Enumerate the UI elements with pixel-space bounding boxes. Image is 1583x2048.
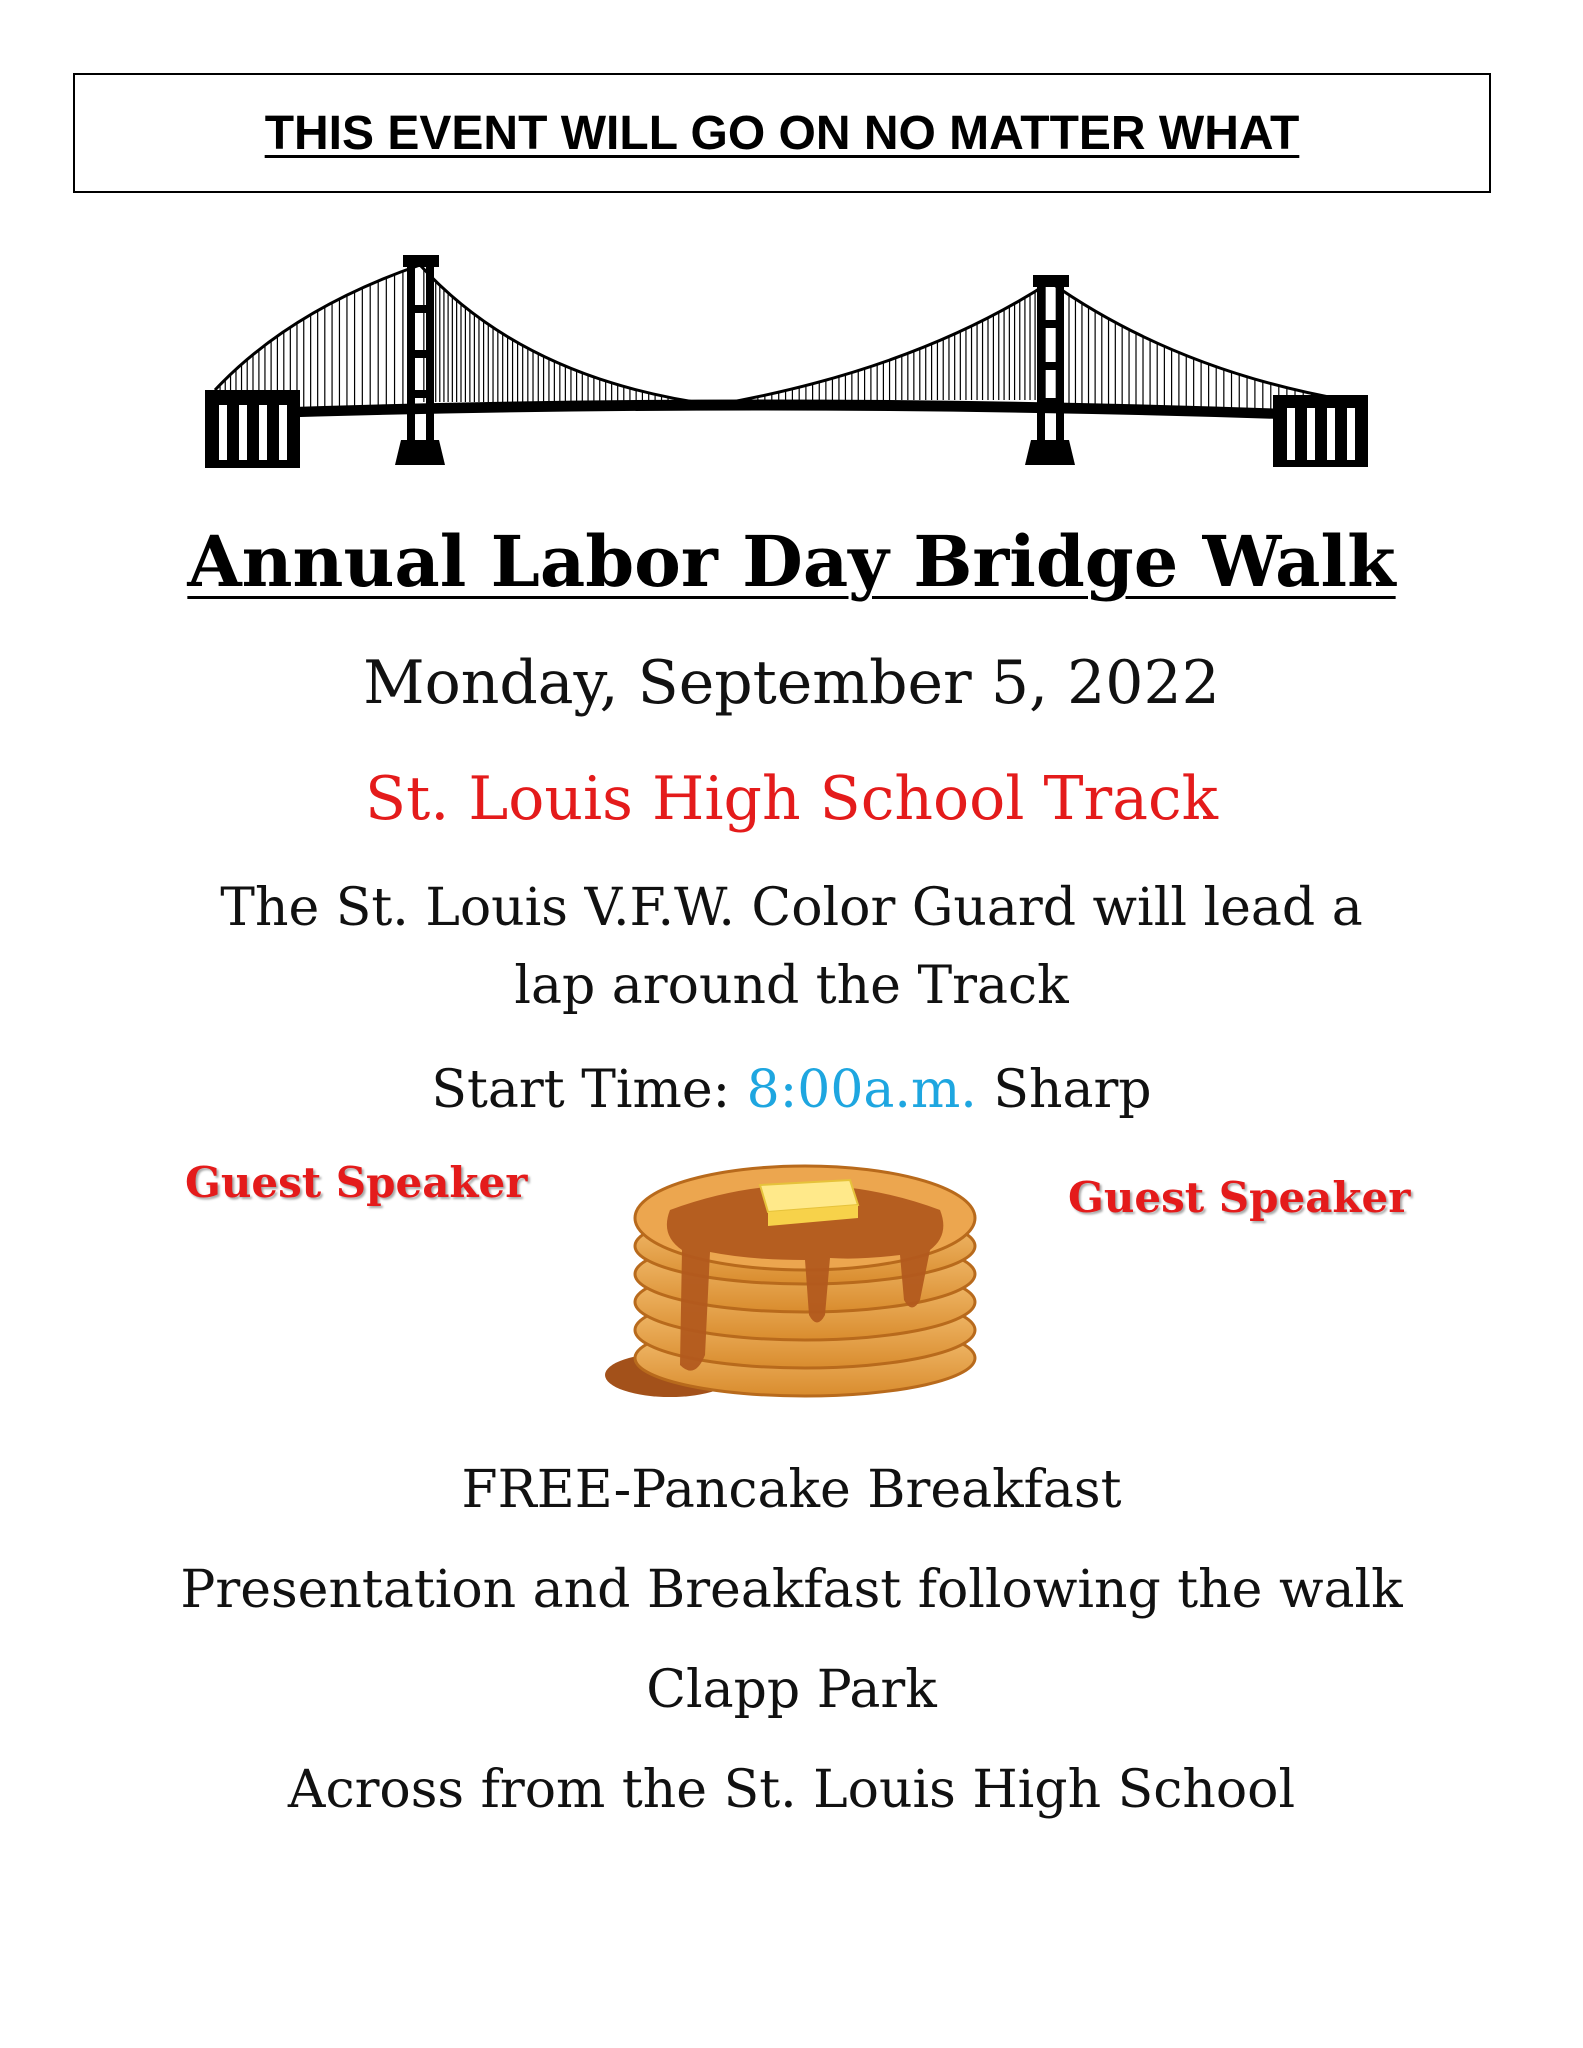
start-time-prefix: Start Time: [431, 1060, 747, 1120]
guest-speaker-left: Guest Speaker [185, 1158, 528, 1207]
venue-note-line: Across from the St. Louis High School [287, 1760, 1296, 1820]
event-title: Annual Labor Day Bridge Walk [187, 520, 1396, 603]
event-banner [73, 73, 1491, 193]
pancake-stack-illustration [600, 1140, 990, 1430]
presentation-line: Presentation and Breakfast following the walk [180, 1560, 1403, 1620]
start-time-line [0, 1060, 1583, 1120]
guest-speaker-right: Guest Speaker [1068, 1173, 1411, 1222]
event-location: St. Louis High School Track [365, 764, 1218, 834]
banner-text: THIS EVENT WILL GO ON NO MATTER WHAT [264, 106, 1300, 160]
venue-line: Clapp Park [646, 1660, 937, 1720]
event-date: Monday, September 5, 2022 [363, 648, 1220, 718]
event-description-line2: lap around the Track [514, 956, 1069, 1016]
start-time-suffix: Sharp [976, 1060, 1152, 1120]
free-breakfast-line: FREE-Pancake Breakfast [461, 1460, 1122, 1520]
start-time-value: 8:00a.m. [746, 1060, 977, 1120]
event-description-line1: The St. Louis V.F.W. Color Guard will lead a [220, 878, 1363, 938]
bridge-illustration [195, 240, 1375, 475]
